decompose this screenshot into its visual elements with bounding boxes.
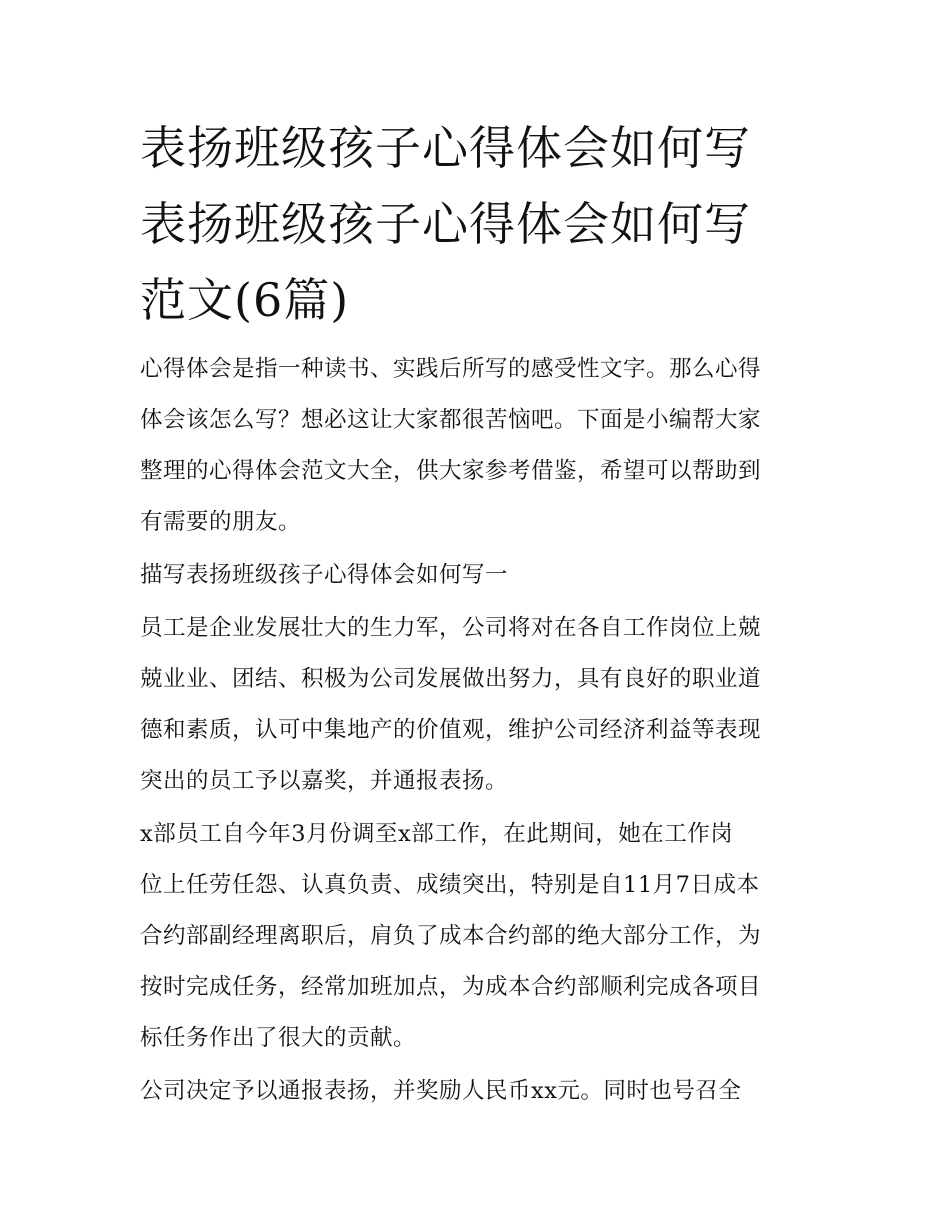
text-line: 突出的员工予以嘉奖，并通报表扬。 — [140, 768, 509, 794]
body-paragraph — [140, 603, 820, 807]
text-line: 位上任劳任怨、认真负责、成绩突出，特别是自11月7日成本 — [140, 872, 760, 898]
intro-paragraph — [140, 344, 820, 548]
document-body — [140, 110, 820, 1117]
text-line: 整理的心得体会范文大全，供大家参考借鉴，希望可以帮助到 — [140, 458, 762, 484]
text-line: 体会该怎么写？想必这让大家都很苦恼吧。下面是小编帮大家 — [140, 407, 762, 433]
text-line: 标任务作出了很大的贡献。 — [140, 1025, 417, 1051]
title-line: 范文(6篇) — [140, 273, 350, 327]
document-title — [140, 110, 820, 338]
section-heading — [140, 550, 820, 601]
text-line: x部员工自今年3月份调至x部工作，在此期间，她在工作岗 — [140, 821, 734, 847]
title-line: 表扬班级孩子心得体会如何写 — [140, 197, 751, 251]
body-paragraph — [140, 809, 820, 1064]
text-line: 兢业业、团结、积极为公司发展做出努力，具有良好的职业道 — [140, 666, 762, 692]
text-line: 描写表扬班级孩子心得体会如何写一 — [140, 562, 509, 588]
text-line: 按时完成任务，经常加班加点，为成本合约部顺利完成各项目 — [140, 974, 762, 1000]
text-line: 心得体会是指一种读书、实践后所写的感受性文字。那么心得 — [140, 356, 762, 382]
text-line: 合约部副经理离职后，肩负了成本合约部的绝大部分工作，为 — [140, 923, 762, 949]
body-paragraph — [140, 1066, 820, 1117]
title-line: 表扬班级孩子心得体会如何写 — [140, 121, 751, 175]
text-line: 公司决定予以通报表扬，并奖励人民币xx元。同时也号召全 — [140, 1078, 742, 1104]
text-line: 有需要的朋友。 — [140, 509, 302, 535]
text-line: 德和素质，认可中集地产的价值观，维护公司经济利益等表现 — [140, 717, 762, 743]
text-line: 员工是企业发展壮大的生力军，公司将对在各自工作岗位上兢 — [140, 615, 762, 641]
